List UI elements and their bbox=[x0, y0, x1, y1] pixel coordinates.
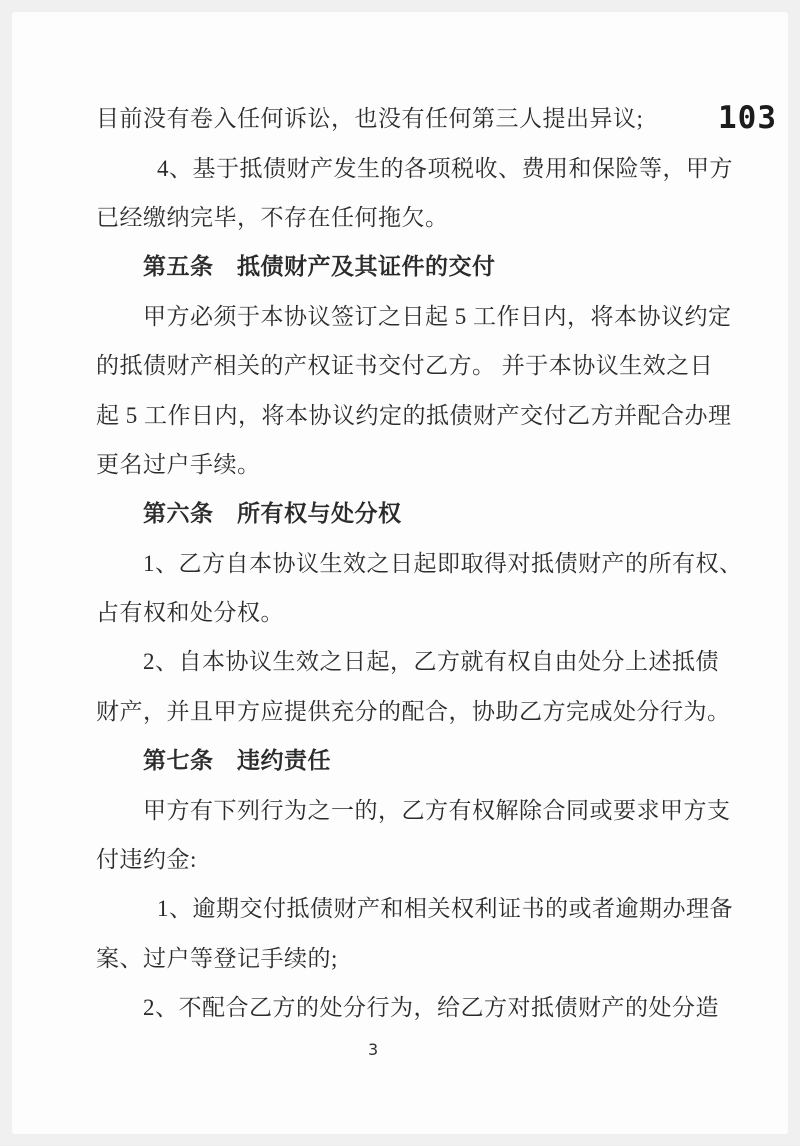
text-line: 案、过户等登记手续的; bbox=[96, 945, 338, 971]
text-line: 财产，并且甲方应提供充分的配合，协助乙方完成处分行为。 bbox=[96, 698, 731, 724]
text-line: 目前没有卷入任何诉讼，也没有任何第三人提出异议; bbox=[96, 106, 644, 132]
document-body bbox=[12, 92, 788, 1030]
footer-page-number: 3 bbox=[368, 1040, 379, 1059]
text-line: 甲方必须于本协议签订之日起 5 工作日内，将本协议约定 bbox=[143, 303, 732, 329]
text-line: 起 5 工作日内，将本协议约定的抵债财产交付乙方并配合办理 bbox=[96, 402, 732, 428]
text-line: 的抵债财产相关的产权证书交付乙方。 并于本协议生效之日 bbox=[96, 353, 714, 379]
corner-page-number: 103 bbox=[718, 100, 777, 136]
document-page bbox=[12, 12, 788, 1134]
text-line: 更名过户手续。 bbox=[96, 451, 261, 477]
text-line: 第五条 抵债财产及其证件的交付 bbox=[143, 254, 496, 280]
text-line: 4、基于抵债财产发生的各项税收、费用和保险等，甲方 bbox=[157, 155, 733, 181]
text-line: 已经缴纳完毕，不存在任何拖欠。 bbox=[96, 204, 449, 230]
text-line: 2、不配合乙方的处分行为，给乙方对抵债财产的处分造 bbox=[143, 995, 719, 1021]
text-line: 第七条 违约责任 bbox=[143, 748, 331, 774]
text-line: 付违约金: bbox=[96, 847, 197, 873]
text-line: 2、自本协议生效之日起，乙方就有权自由处分上述抵债 bbox=[143, 649, 719, 675]
text-line: 甲方有下列行为之一的，乙方有权解除合同或要求甲方支 bbox=[143, 797, 731, 823]
text-line: 占有权和处分权。 bbox=[96, 600, 284, 626]
text-line: 1、逾期交付抵债财产和相关权利证书的或者逾期办理备 bbox=[157, 896, 733, 922]
text-line: 1、乙方自本协议生效之日起即取得对抵债财产的所有权、 bbox=[143, 550, 743, 576]
text-line: 第六条 所有权与处分权 bbox=[143, 501, 402, 527]
